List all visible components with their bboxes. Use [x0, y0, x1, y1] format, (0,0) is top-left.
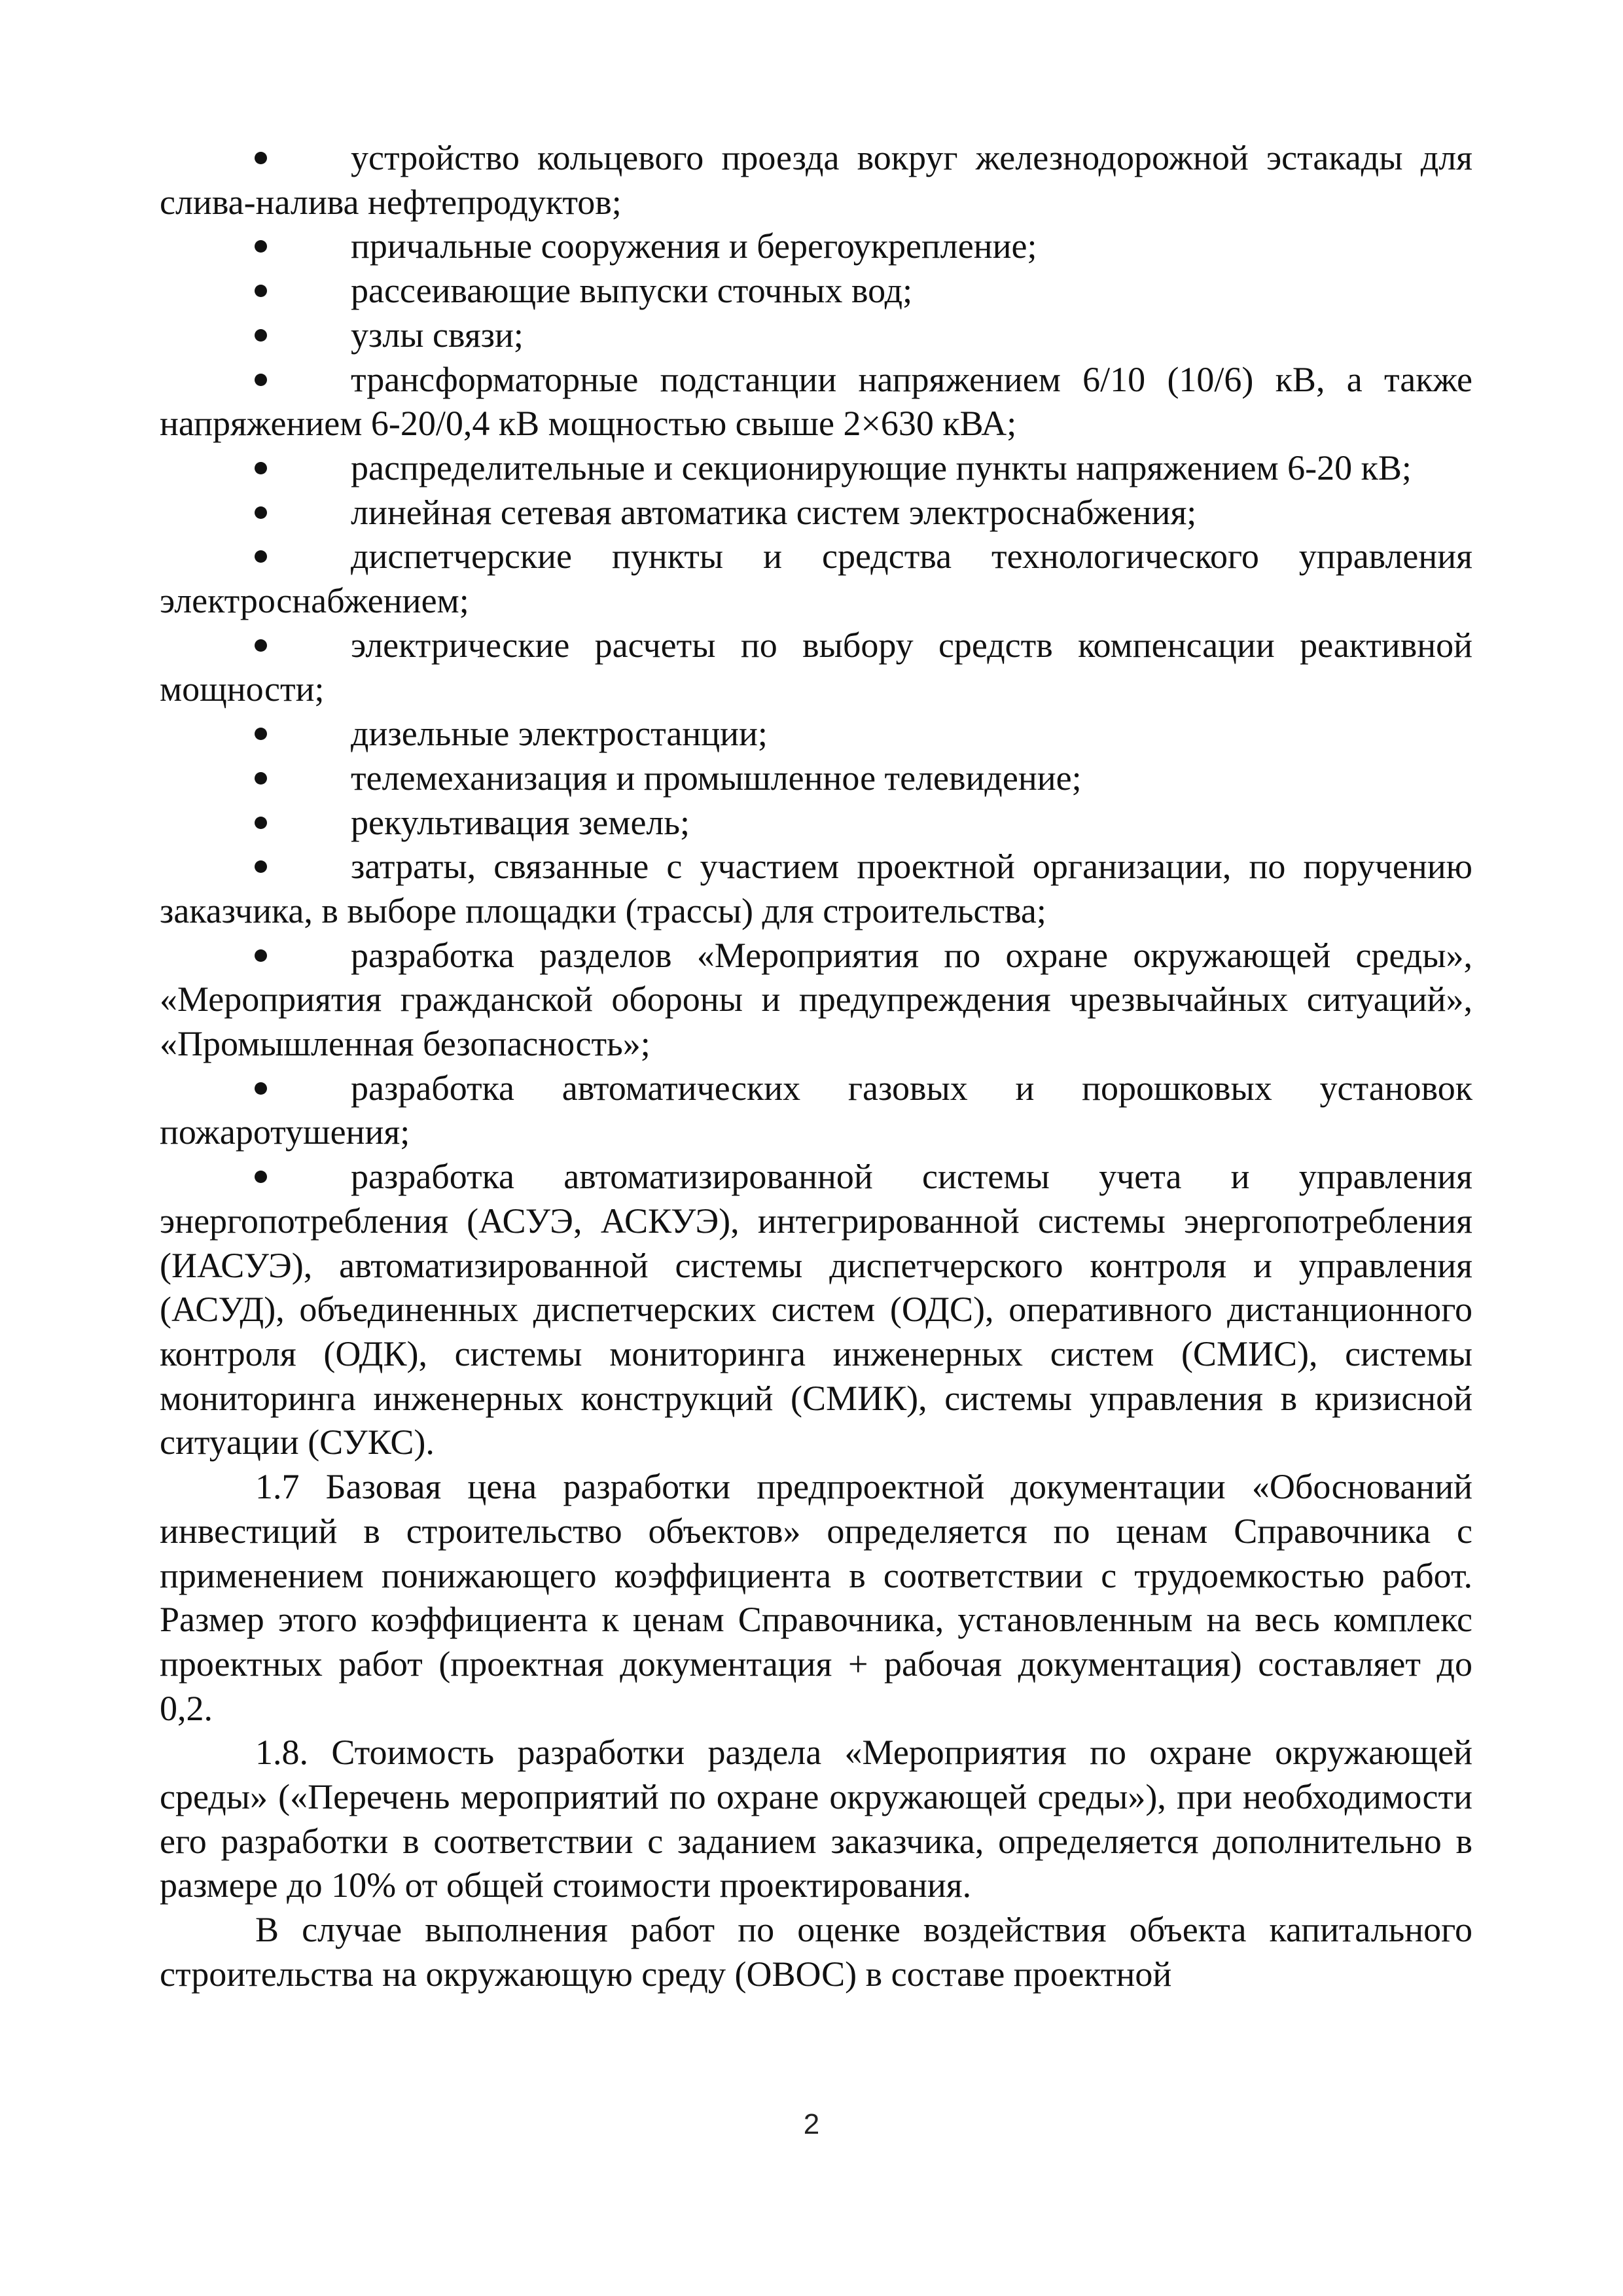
bullet-icon: [255, 817, 267, 829]
bullet-item: [160, 934, 1472, 1067]
bullet-item: [160, 1067, 1472, 1155]
bullet-item: [160, 224, 1472, 269]
bullet-item: [160, 136, 1472, 224]
bullet-icon: [255, 772, 267, 785]
bullet-icon: [255, 285, 267, 297]
bullet-icon: [255, 462, 267, 474]
bullet-text: рекультивация земель;: [351, 802, 690, 842]
bullet-icon: [255, 240, 267, 253]
bullet-icon: [255, 506, 267, 519]
bullet-text: разработка автоматических газовых и порошковых установок пожаротушения;: [160, 1068, 1472, 1152]
bullet-text: электрические расчеты по выбору средств компенсации реактивной мощности;: [160, 625, 1472, 709]
bullet-icon: [255, 639, 267, 652]
bullet-text: распределительные и секционирующие пункты напряжением 6-20 кВ;: [351, 448, 1412, 487]
bullet-text: телемеханизация и промышленное телевидение;: [351, 758, 1082, 798]
bullet-item: [160, 801, 1472, 845]
bullet-item: [160, 446, 1472, 491]
bullet-icon: [255, 949, 267, 962]
bullet-icon: [255, 329, 267, 342]
bullet-text: разработка разделов «Мероприятия по охране окружающей среды», «Мероприятия гражданской обороны и предупреждения чрезвычайных ситуаций», «Промышленная безопасность»;: [160, 935, 1472, 1064]
bullet-text: узлы связи;: [351, 315, 524, 355]
bullet-icon: [255, 374, 267, 386]
bullet-item: [160, 624, 1472, 712]
bullet-item: [160, 313, 1472, 358]
bullet-icon: [255, 728, 267, 740]
bullet-icon: [255, 550, 267, 563]
bullet-text: устройство кольцевого проезда вокруг железнодорожной эстакады для слива-налива нефтепродуктов;: [160, 138, 1472, 222]
bullet-text: трансформаторные подстанции напряжением 6/10 (10/6) кВ, а также напряжением 6-20/0,4 кВ мощностью свыше 2×630 кВА;: [160, 359, 1472, 444]
page-body: [160, 136, 1472, 1997]
bullet-item: [160, 1155, 1472, 1465]
bullet-text: причальные сооружения и берегоукрепление;: [351, 226, 1037, 266]
paragraph-ovos: В случае выполнения работ по оценке воздействия объекта капитального строительства на окружающую среду (ОВОС) в составе проектной: [160, 1910, 1472, 1994]
bullet-text: затраты, связанные с участием проектной организации, по поручению заказчика, в выборе площадки (трассы) для строительства;: [160, 847, 1472, 930]
bullet-item: [160, 358, 1472, 446]
bullet-text: рассеивающие выпуски сточных вод;: [351, 271, 913, 311]
bullet-item: [160, 712, 1472, 756]
bullet-text: линейная сетевая автоматика систем электроснабжения;: [351, 492, 1197, 532]
bullet-item: [160, 756, 1472, 801]
bullet-icon: [255, 152, 267, 164]
paragraph-1-8: 1.8. Стоимость разработки раздела «Мероприятия по охране окружающей среды» («Перечень мероприятий по охране окружающей среды»), при необходимости его разработки в соответствии с заданием заказчика, определяется дополнительно в размере до 10% от общей стоимости проектирования.: [160, 1733, 1472, 1905]
bullet-item: [160, 269, 1472, 313]
bullet-item: [160, 535, 1472, 623]
bullet-icon: [255, 860, 267, 873]
page-number: 2: [803, 2108, 820, 2140]
bullet-text: дизельные электростанции;: [351, 714, 768, 754]
paragraph-1-7: 1.7 Базовая цена разработки предпроектной документации «Обоснований инвестиций в строительство объектов» определяется по ценам Справочника с применением понижающего коэффициента в соответствии с трудоемкостью работ. Размер этого коэффициента к ценам Справочника, установленным на весь комплекс проектных работ (проектная документация + рабочая документация) составляет до 0,2.: [160, 1467, 1472, 1728]
bullet-item: [160, 845, 1472, 933]
bullet-icon: [255, 1171, 267, 1183]
bullet-text: диспетчерские пункты и средства технологического управления электроснабжением;: [160, 537, 1472, 621]
bullet-text: разработка автоматизированной системы учета и управления энергопотребления (АСУЭ, АСКУЭ), интегрированной системы энергопотребления (ИАСУЭ), автоматизированной системы диспетчерского контроля и управления (АСУД), объединенных диспетчерских систем (ОДС), оперативного дистанционного контроля (ОДК), системы мониторинга инженерных систем (СМИС), системы мониторинга инженерных конструкций (СМИК), системы управления в кризисной ситуации (СУКС).: [160, 1157, 1472, 1462]
bullet-item: [160, 491, 1472, 535]
bullet-icon: [255, 1082, 267, 1095]
